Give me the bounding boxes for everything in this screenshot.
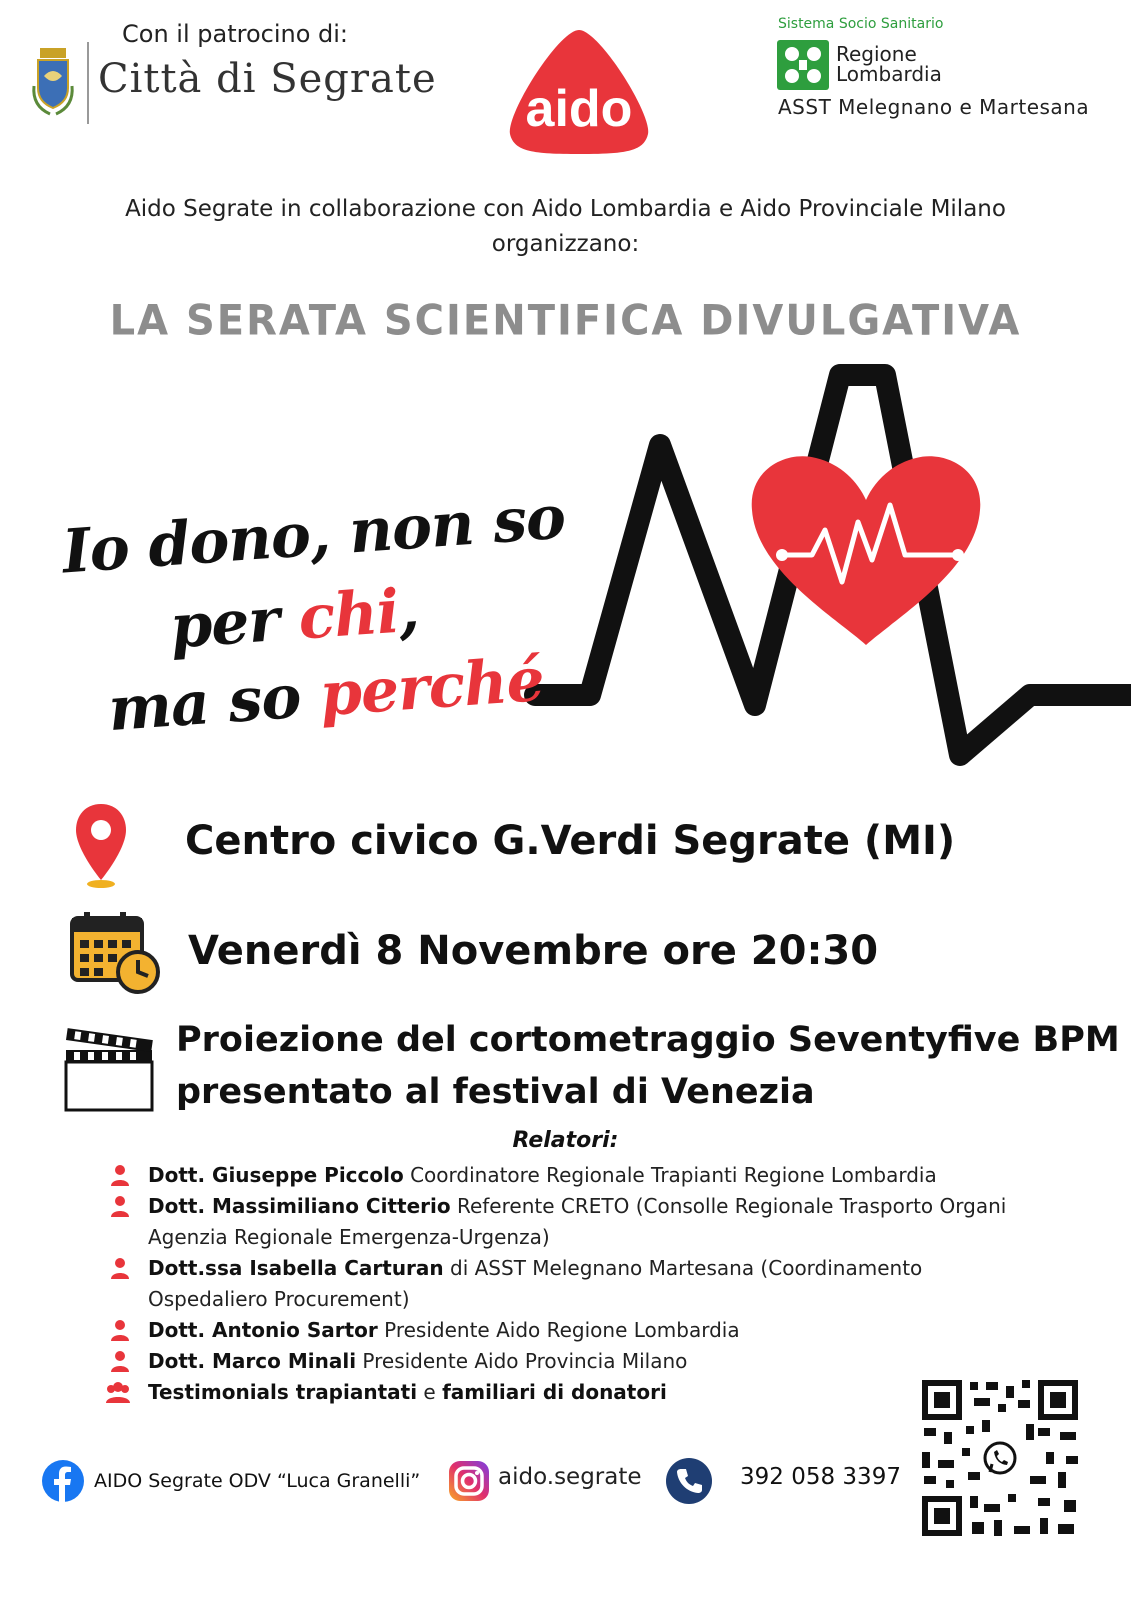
relatori-title: Relatori: <box>512 1128 619 1153</box>
regione-lombardia-label <box>836 44 942 84</box>
event-place: Centro civico G.Verdi Segrate (MI) <box>185 818 956 864</box>
aido-logo <box>504 26 654 156</box>
event-date: Venerdì 8 Novembre ore 20:30 <box>188 928 879 974</box>
person-icon <box>110 1350 130 1372</box>
person-icon <box>110 1257 130 1279</box>
clapperboard-icon <box>62 1020 158 1116</box>
relatore-item: Dott. Marco Minali Presidente Aido Provincia Milano <box>108 1346 1008 1377</box>
group-icon <box>104 1381 132 1403</box>
event-title: LA SERATA SCIENTIFICA DIVULGATIVA <box>109 296 1022 346</box>
sistema-socio-sanitario: Sistema Socio Sanitario <box>778 16 944 32</box>
slogan-line2: per chi, <box>167 575 421 663</box>
citta-di-segrate: Città di Segrate <box>98 56 437 102</box>
relatore-item: Dott.ssa Isabella Carturan di ASST Melegnano Martesana (Coordinamento Ospedaliero Procurement) <box>108 1253 1008 1315</box>
regione-lombardia-icon <box>777 40 829 90</box>
regione-line1: Regione <box>836 42 917 66</box>
intro-line1: Aido Segrate in collaborazione con Aido Lombardia e Aido Provinciale Milano <box>125 196 1006 222</box>
asst-label: ASST Melegnano e Martesana <box>778 95 1090 119</box>
instagram-handle[interactable]: aido.segrate <box>498 1464 642 1490</box>
segrate-crest-icon <box>30 46 76 116</box>
header-divider <box>87 42 89 124</box>
slogan-line3: ma so perché <box>106 644 546 746</box>
facebook-page-label[interactable]: AIDO Segrate ODV “Luca Granelli” <box>94 1470 421 1492</box>
location-pin-icon <box>72 800 130 890</box>
facebook-icon[interactable] <box>42 1460 84 1502</box>
relatori-list <box>108 1160 1008 1408</box>
relatore-item: Dott. Giuseppe Piccolo Coordinatore Regionale Trapianti Regione Lombardia <box>108 1160 1008 1191</box>
intro-text <box>80 192 1051 262</box>
projection-line1: Proiezione del cortometraggio Seventyfive BPM <box>176 1020 1120 1060</box>
relatore-item: Dott. Massimiliano Citterio Referente CRETO (Consolle Regionale Trasporto Organi Agenzia Regionale Emergenza-Urgenza) <box>108 1191 1008 1253</box>
patrocinio-label: Con il patrocino di: <box>122 20 348 48</box>
projection-line2: presentato al festival di Venezia <box>176 1072 815 1112</box>
projection-info <box>176 1014 1120 1118</box>
person-icon <box>110 1164 130 1186</box>
relatore-item: Dott. Antonio Sartor Presidente Aido Regione Lombardia <box>108 1315 1008 1346</box>
phone-number[interactable]: 392 058 3397 <box>740 1464 901 1490</box>
calendar-clock-icon <box>68 910 162 996</box>
phone-icon[interactable] <box>666 1458 712 1504</box>
testimonials-item: Testimonials trapiantati e familiari di donatori <box>108 1377 1008 1408</box>
regione-line2: Lombardia <box>836 62 942 86</box>
person-icon <box>110 1319 130 1341</box>
intro-line2: organizzano: <box>491 231 640 257</box>
person-icon <box>110 1195 130 1217</box>
aido-logo-text: aido <box>525 80 633 138</box>
slogan-line1: Io dono, non so <box>60 482 568 588</box>
instagram-icon[interactable] <box>448 1460 490 1502</box>
whatsapp-qr-code[interactable] <box>918 1376 1082 1540</box>
